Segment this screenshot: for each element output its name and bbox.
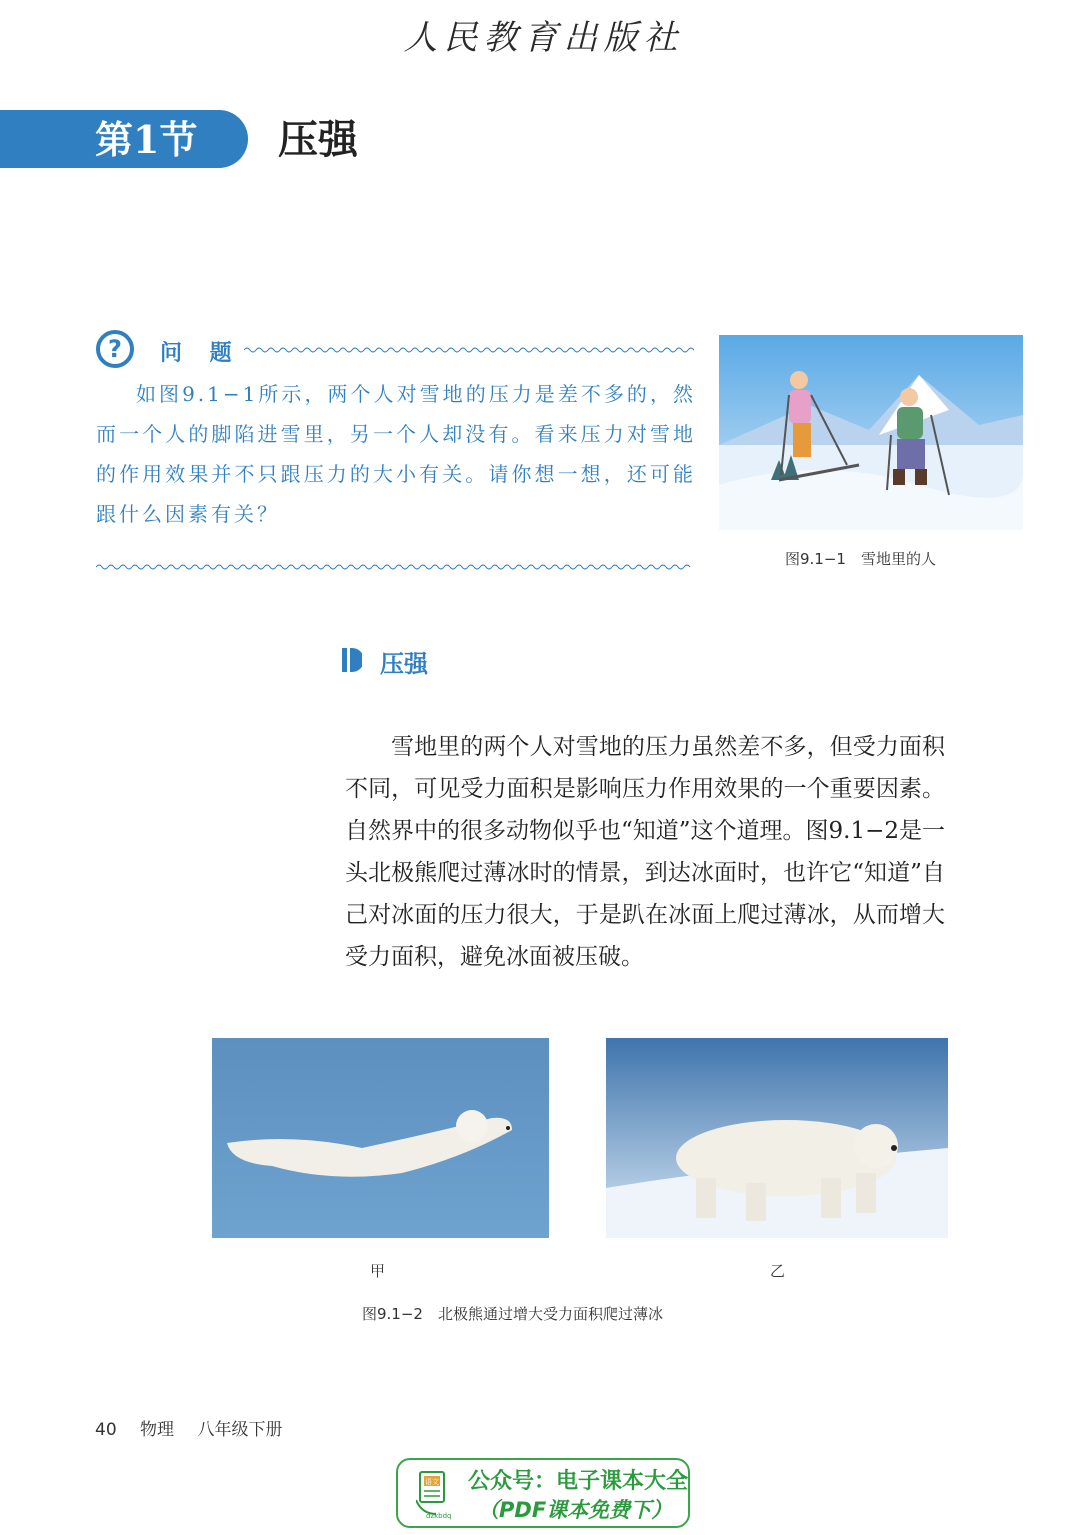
- section-number: 第1节: [95, 117, 198, 162]
- watermark-badge: [396, 1458, 690, 1528]
- figure-caption-1: 图9.1−1 雪地里的人: [785, 550, 936, 568]
- polar-bear-crawling-photo: [212, 1038, 549, 1238]
- svg-text:语文: 语文: [425, 1478, 439, 1486]
- figure-caption-2: 图9.1−2 北极熊通过增大受力面积爬过薄冰: [362, 1305, 663, 1323]
- subsection-title: 压强: [380, 650, 428, 678]
- grade-name: 八年级下册: [197, 1420, 283, 1440]
- figure-label-a: 甲: [370, 1262, 386, 1280]
- top-wave-divider: [244, 346, 694, 354]
- body-paragraph: 雪地里的两个人对雪地的压力虽然差不多，但受力面积不同，可见受力面积是影响压力作用效果的一个重要因素。自然界中的很多动物似乎也“知道”这个道理。图9.1−2是一头北极熊爬过薄冰时的情景，到达冰面时，也许它“知道”自己对冰面的压力很大，于是趴在冰面上爬过薄冰，从而增大受力面积，避免冰面被压破。: [345, 734, 945, 970]
- section-title: 压强: [278, 116, 358, 163]
- section-marker-icon: [342, 648, 362, 672]
- page-footer: [95, 1415, 300, 1440]
- figure-label-b: 乙: [770, 1262, 786, 1280]
- snow-skiers-illustration: [719, 335, 1023, 530]
- publisher-logo: 人民教育出版社: [403, 18, 684, 58]
- question-text: 如图9.1−1所示，两个人对雪地的压力是差不多的，然而一个人的脚陷进雪里，另一个人却没有。看来压力对雪地的作用效果并不只跟压力的大小有关。请你想一想，还可能跟什么因素有关？: [96, 382, 696, 526]
- badge-tag: dzkbdq: [426, 1512, 452, 1520]
- book-hand-icon: [416, 1470, 450, 1516]
- badge-line-1: 公众号：电子课本大全: [468, 1469, 689, 1494]
- page-number: 40: [95, 1420, 117, 1440]
- bottom-wave-divider: [96, 563, 696, 571]
- question-mark-icon: ?: [96, 330, 134, 368]
- subject-name: 物理: [140, 1420, 175, 1440]
- badge-line-2: （PDF课本免费下）: [478, 1498, 673, 1522]
- question-label: 问 题: [160, 341, 242, 366]
- polar-bear-walking-photo: [606, 1038, 948, 1238]
